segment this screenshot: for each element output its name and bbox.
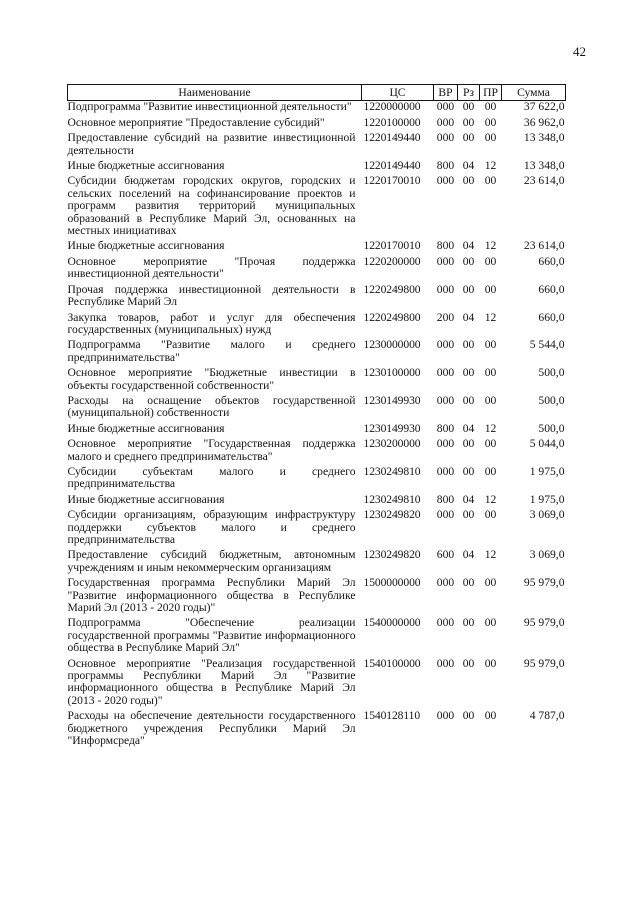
row-name: Государственная программа Республики Марий Эл "Развитие информационного общества в Республике Марий Эл (2013 - 2020 годы)" <box>67 576 356 615</box>
row-sum: 23 614,0 <box>523 174 565 188</box>
row-sum: 95 979,0 <box>523 616 565 630</box>
row-name: Основное мероприятие "Реализация государственной программы Республики Марий Эл "Развитие информационного общества в Республике Марий Эл (2013 - 2020 годы)" <box>67 656 356 707</box>
row-sum: 3 069,0 <box>529 548 565 562</box>
row-pr: 00 <box>484 174 497 188</box>
row-sum: 1 975,0 <box>529 492 565 506</box>
row-vr: 800 <box>436 421 455 435</box>
row-sum: 36 962,0 <box>523 115 565 129</box>
row-rz: 00 <box>462 100 475 114</box>
row-cs: 1220249800 <box>363 310 421 324</box>
row-cs: 1230249810 <box>363 464 421 478</box>
row-vr: 000 <box>436 174 455 188</box>
row-name: Иные бюджетные ассигнования <box>67 421 225 435</box>
table-row <box>68 312 566 340</box>
budget-table <box>67 84 566 751</box>
row-vr: 000 <box>436 131 455 145</box>
row-name: Субсидии бюджетам городских округов, городских и сельских поселений на софинансирование проектов и программ развития территорий муниципальных образований в Республике Марий Эл, основанных на местных инициативах <box>67 174 356 238</box>
header-cs: ЦС <box>362 85 434 101</box>
row-sum: 13 348,0 <box>523 159 565 173</box>
row-cs: 1220170010 <box>363 174 421 188</box>
table-row <box>68 466 566 494</box>
row-cs: 1540128110 <box>363 709 421 723</box>
row-pr: 00 <box>484 464 497 478</box>
row-sum: 37 622,0 <box>523 100 565 114</box>
row-vr: 800 <box>436 159 455 173</box>
row-name: Расходы на оснащение объектов государственной (муниципальной) собственности <box>67 393 356 420</box>
table-body <box>68 101 566 751</box>
row-vr: 000 <box>436 576 455 590</box>
table-row <box>68 577 566 617</box>
row-sum: 660,0 <box>538 310 565 324</box>
row-sum: 5 544,0 <box>529 338 565 352</box>
row-name: Иные бюджетные ассигнования <box>67 159 225 173</box>
table-row <box>68 256 566 284</box>
row-rz: 00 <box>462 437 475 451</box>
row-sum: 3 069,0 <box>529 508 565 522</box>
page-number: 42 <box>573 44 586 59</box>
row-sum: 1 975,0 <box>529 464 565 478</box>
row-sum: 23 614,0 <box>523 239 565 253</box>
row-name: Подпрограмма "Развитие малого и среднего предпринимательства" <box>67 338 356 364</box>
row-pr: 00 <box>484 282 497 296</box>
row-name: Предоставление субсидий бюджетным, автономным учреждениям и иным некоммерческим организациям <box>67 548 356 574</box>
row-rz: 00 <box>462 282 475 296</box>
row-pr: 00 <box>484 508 497 522</box>
row-name: Иные бюджетные ассигнования <box>67 239 225 253</box>
row-pr: 00 <box>484 131 497 145</box>
row-cs: 1220200000 <box>363 254 421 268</box>
row-vr: 000 <box>436 338 455 352</box>
row-pr: 12 <box>484 159 497 173</box>
table-row <box>68 549 566 577</box>
row-vr: 800 <box>436 492 455 506</box>
header-rz: Рз <box>458 85 480 101</box>
row-sum: 13 348,0 <box>523 131 565 145</box>
table-row <box>68 367 566 395</box>
row-rz: 04 <box>462 492 475 506</box>
row-pr: 00 <box>484 393 497 407</box>
row-vr: 000 <box>436 282 455 296</box>
row-name: Закупка товаров, работ и услуг для обеспечения государственных (муниципальных) нужд <box>67 310 356 336</box>
row-pr: 00 <box>484 100 497 114</box>
row-cs: 1230149930 <box>363 421 421 435</box>
row-name: Подпрограмма "Развитие инвестиционной деятельности" <box>67 100 352 114</box>
row-rz: 00 <box>462 174 475 188</box>
row-cs: 1220100000 <box>363 115 421 129</box>
row-rz: 00 <box>462 656 475 670</box>
table-row <box>68 509 566 549</box>
row-rz: 00 <box>462 709 475 723</box>
table-row <box>68 438 566 466</box>
row-name: Субсидии организациям, образующим инфраструктуру поддержки субъектов малого и среднего предпринимательства <box>67 508 356 546</box>
row-pr: 00 <box>484 338 497 352</box>
row-vr: 000 <box>436 115 455 129</box>
row-rz: 00 <box>462 366 475 380</box>
table-row <box>68 395 566 423</box>
row-rz: 04 <box>462 239 475 253</box>
row-rz: 04 <box>462 548 475 562</box>
table-row <box>68 494 566 509</box>
table-row <box>68 132 566 160</box>
row-name: Основное мероприятие "Прочая поддержка инвестиционной деятельности" <box>67 254 356 281</box>
row-sum: 500,0 <box>538 393 565 407</box>
row-cs: 1500000000 <box>363 576 421 590</box>
row-pr: 00 <box>484 709 497 723</box>
row-sum: 500,0 <box>538 421 565 435</box>
row-pr: 00 <box>484 656 497 670</box>
row-vr: 000 <box>436 437 455 451</box>
row-name: Предоставление субсидий на развитие инвестиционной деятельности <box>67 131 356 157</box>
row-cs: 1220000000 <box>363 100 421 114</box>
row-pr: 00 <box>484 616 497 630</box>
row-rz: 00 <box>462 131 475 145</box>
table-row <box>68 101 566 117</box>
header-sum: Сумма <box>502 85 566 101</box>
row-vr: 000 <box>436 656 455 670</box>
row-vr: 000 <box>436 366 455 380</box>
row-sum: 660,0 <box>538 282 565 296</box>
table-row <box>68 284 566 312</box>
row-rz: 00 <box>462 576 475 590</box>
row-cs: 1230149930 <box>363 393 421 407</box>
row-cs: 1220249800 <box>363 282 421 296</box>
row-pr: 12 <box>484 492 497 506</box>
row-pr: 00 <box>484 576 497 590</box>
row-cs: 1230100000 <box>363 366 421 380</box>
row-sum: 660,0 <box>538 254 565 268</box>
table-row <box>68 658 566 711</box>
table-row <box>68 240 566 255</box>
row-pr: 12 <box>484 421 497 435</box>
row-rz: 00 <box>462 393 475 407</box>
table-row <box>68 175 566 240</box>
row-cs: 1230200000 <box>363 437 421 451</box>
table-row <box>68 117 566 132</box>
row-rz: 04 <box>462 421 475 435</box>
row-name: Расходы на обеспечение деятельности государственного бюджетного учреждения Республики Марий Эл "Информсреда" <box>67 709 356 748</box>
row-sum: 95 979,0 <box>523 576 565 590</box>
row-pr: 00 <box>484 115 497 129</box>
row-vr: 000 <box>436 100 455 114</box>
row-sum: 500,0 <box>538 366 565 380</box>
table-header <box>68 85 566 101</box>
row-pr: 00 <box>484 254 497 268</box>
row-pr: 12 <box>484 310 497 324</box>
row-rz: 00 <box>462 616 475 630</box>
header-pr: ПР <box>480 85 502 101</box>
row-name: Прочая поддержка инвестиционной деятельности в Республике Марий Эл <box>67 282 356 309</box>
row-cs: 1230249820 <box>363 548 421 562</box>
row-sum: 4 787,0 <box>529 709 565 723</box>
header-row <box>68 85 566 101</box>
row-vr: 000 <box>436 393 455 407</box>
row-sum: 5 044,0 <box>529 437 565 451</box>
row-rz: 00 <box>462 115 475 129</box>
header-name: Наименование <box>68 85 362 101</box>
row-rz: 00 <box>462 464 475 478</box>
row-vr: 000 <box>436 709 455 723</box>
row-cs: 1220149440 <box>363 159 421 173</box>
row-sum: 95 979,0 <box>523 656 565 670</box>
row-rz: 00 <box>462 508 475 522</box>
row-name: Подпрограмма "Обеспечение реализации государственной программы "Развитие информационного общества в Республике Марий Эл" <box>67 616 356 655</box>
row-vr: 000 <box>436 508 455 522</box>
row-vr: 000 <box>436 616 455 630</box>
row-cs: 1220170010 <box>363 239 421 253</box>
row-vr: 800 <box>436 239 455 253</box>
row-cs: 1540000000 <box>363 616 421 630</box>
row-pr: 12 <box>484 548 497 562</box>
row-pr: 00 <box>484 437 497 451</box>
row-rz: 04 <box>462 159 475 173</box>
row-vr: 200 <box>436 310 455 324</box>
row-cs: 1230249810 <box>363 492 421 506</box>
row-name: Основное мероприятие "Предоставление субсидий" <box>67 115 325 129</box>
row-cs: 1220149440 <box>363 131 421 145</box>
row-vr: 600 <box>436 548 455 562</box>
row-name: Основное мероприятие "Бюджетные инвестиции в объекты государственной собственности" <box>67 366 356 392</box>
row-pr: 12 <box>484 239 497 253</box>
row-rz: 00 <box>462 254 475 268</box>
row-rz: 04 <box>462 310 475 324</box>
row-cs: 1540100000 <box>363 656 421 670</box>
table-row <box>68 710 566 750</box>
row-name: Основное мероприятие "Государственная поддержка малого и среднего предпринимательства" <box>67 437 356 463</box>
row-name: Субсидии субъектам малого и среднего предпринимательства <box>67 464 356 491</box>
table-row <box>68 339 566 367</box>
table-row <box>68 423 566 438</box>
row-rz: 00 <box>462 338 475 352</box>
header-vr: ВР <box>434 85 458 101</box>
table-row <box>68 160 566 175</box>
table-row <box>68 617 566 657</box>
row-vr: 000 <box>436 254 455 268</box>
row-pr: 00 <box>484 366 497 380</box>
row-cs: 1230249820 <box>363 508 421 522</box>
row-name: Иные бюджетные ассигнования <box>67 492 225 506</box>
row-vr: 000 <box>436 464 455 478</box>
row-cs: 1230000000 <box>363 338 421 352</box>
